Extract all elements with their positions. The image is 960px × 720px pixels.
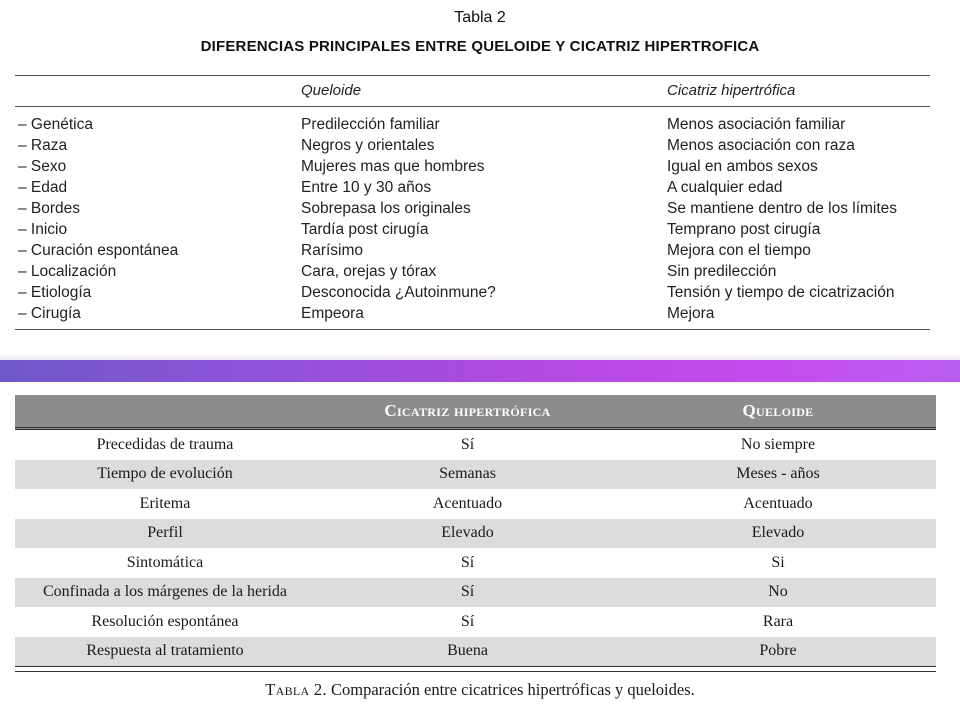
table2-cell-queloide: Pobre bbox=[620, 637, 936, 667]
table1-row-label: – Curación espontánea bbox=[18, 242, 179, 259]
table2-bottom-rule bbox=[15, 666, 936, 672]
table1-row bbox=[0, 303, 960, 324]
table2-header-empty bbox=[15, 395, 315, 429]
table1-cell-cicatriz: Se mantiene dentro de los límites bbox=[667, 200, 898, 217]
table1-header-cicatriz: Cicatriz hipertrófica bbox=[667, 82, 796, 99]
table1-cell-queloide: Cara, orejas y tórax bbox=[301, 263, 437, 280]
table1-cell-cicatriz: Mejora con el tiempo bbox=[667, 242, 811, 259]
table1-row-label: – Bordes bbox=[18, 200, 81, 217]
table2-cell-cicatriz: Sí bbox=[460, 435, 475, 453]
table2-row-label: Resolución espontánea bbox=[91, 612, 239, 630]
table2-row-label: Respuesta al tratamiento bbox=[15, 637, 315, 667]
table1-cell-queloide: Mujeres mas que hombres bbox=[301, 158, 485, 175]
table2-cell-cicatriz: Sí bbox=[315, 578, 620, 608]
table1-row-label: – Cirugía bbox=[18, 305, 81, 322]
table2-cell-cicatriz: Elevado bbox=[315, 519, 620, 549]
table2-cell-queloide: No bbox=[620, 578, 936, 608]
table2-header-row bbox=[15, 395, 936, 429]
table1-row-label: – Genética bbox=[18, 116, 93, 133]
table1-cell-queloide: Tardía post cirugía bbox=[301, 221, 429, 238]
table1-header-queloide: Queloide bbox=[301, 82, 362, 99]
caption-label: Tabla 2. bbox=[265, 680, 327, 699]
table1-cell-cicatriz: Mejora bbox=[667, 305, 715, 322]
table2-cell-cicatriz: Buena bbox=[315, 637, 620, 667]
table1-cell-cicatriz: A cualquier edad bbox=[667, 179, 783, 196]
table1-cell-cicatriz: Sin predilección bbox=[667, 263, 777, 280]
table1-cell-cicatriz: Menos asociación familiar bbox=[667, 116, 846, 133]
table2-row bbox=[15, 519, 936, 549]
table2-row bbox=[15, 578, 936, 608]
table2-row bbox=[15, 548, 936, 578]
table2-cell-queloide: Meses - años bbox=[620, 460, 936, 490]
table1-cell-cicatriz: Igual en ambos sexos bbox=[667, 158, 818, 175]
table2-row-label: Tiempo de evolución bbox=[15, 460, 315, 490]
table1-cell-cicatriz: Menos asociación con raza bbox=[667, 137, 855, 154]
table2 bbox=[15, 395, 936, 666]
table1-row bbox=[0, 135, 960, 156]
table1-top-rule bbox=[15, 75, 930, 76]
table1-row-label: – Localización bbox=[18, 263, 117, 280]
table1-row-label: – Sexo bbox=[18, 158, 67, 175]
table1-cell-queloide: Negros y orientales bbox=[301, 137, 435, 154]
table2-row bbox=[15, 460, 936, 490]
table1-row bbox=[0, 156, 960, 177]
table2-row-label: Perfil bbox=[15, 519, 315, 549]
table2-cell-queloide: Si bbox=[771, 553, 785, 571]
table2-row-label: Confinada a los márgenes de la herida bbox=[15, 578, 315, 608]
table2-row bbox=[15, 637, 936, 667]
table2-header-queloide: Queloide bbox=[620, 395, 936, 429]
table2-cell-cicatriz: Semanas bbox=[315, 460, 620, 490]
table1-cell-queloide: Sobrepasa los originales bbox=[301, 200, 471, 217]
table1-title: Tabla 2 bbox=[454, 9, 506, 26]
table1-cell-queloide: Empeora bbox=[301, 305, 364, 322]
table1-cell-cicatriz: Temprano post cirugía bbox=[667, 221, 821, 238]
table1-row bbox=[0, 177, 960, 198]
table2-cell-queloide: Rara bbox=[762, 612, 794, 630]
table1-body bbox=[0, 114, 960, 324]
table1-cell-queloide: Desconocida ¿Autoinmune? bbox=[301, 284, 496, 301]
table1-row-label: – Edad bbox=[18, 179, 68, 196]
table2-cell-queloide: No siempre bbox=[740, 435, 816, 453]
table1-row-label: – Inicio bbox=[18, 221, 68, 238]
table2-row bbox=[15, 429, 936, 460]
table1-row bbox=[0, 114, 960, 135]
table1-row bbox=[0, 198, 960, 219]
table1-cell-queloide: Entre 10 y 30 años bbox=[301, 179, 432, 196]
table2-row-label: Precedidas de trauma bbox=[96, 435, 234, 453]
table1-row-label: – Raza bbox=[18, 137, 68, 154]
table1-row-label: – Etiología bbox=[18, 284, 92, 301]
table2-row-label: Eritema bbox=[139, 494, 191, 512]
table1-row bbox=[0, 261, 960, 282]
table2-cell-cicatriz: Sí bbox=[460, 612, 475, 630]
table2-cell-cicatriz: Sí bbox=[460, 553, 475, 571]
table1-cell-queloide: Rarísimo bbox=[301, 242, 364, 259]
table2-row bbox=[15, 607, 936, 637]
table2-cell-queloide: Acentuado bbox=[743, 494, 813, 512]
table2-row-label: Sintomática bbox=[126, 553, 204, 571]
table1-cell-queloide: Predilección familiar bbox=[301, 116, 440, 133]
table1-subtitle: DIFERENCIAS PRINCIPALES ENTRE QUELOIDE Y CICATRIZ HIPERTROFICA bbox=[200, 38, 760, 55]
table1-cell-cicatriz: Tensión y tiempo de cicatrización bbox=[667, 284, 895, 301]
table2-cell-queloide: Elevado bbox=[620, 519, 936, 549]
table1-bottom-rule bbox=[15, 329, 930, 330]
table2-row bbox=[15, 489, 936, 519]
purple-band bbox=[0, 360, 960, 382]
table1-row bbox=[0, 219, 960, 240]
table1-header-rule bbox=[15, 106, 930, 107]
table1-row bbox=[0, 282, 960, 303]
table1-row bbox=[0, 240, 960, 261]
caption-text: Comparación entre cicatrices hipertróficas y queloides. bbox=[326, 680, 695, 699]
table2-cell-cicatriz: Acentuado bbox=[432, 494, 503, 512]
table2-header-cicatriz: Cicatriz hipertrófica bbox=[315, 395, 620, 429]
table2-caption bbox=[0, 680, 960, 700]
